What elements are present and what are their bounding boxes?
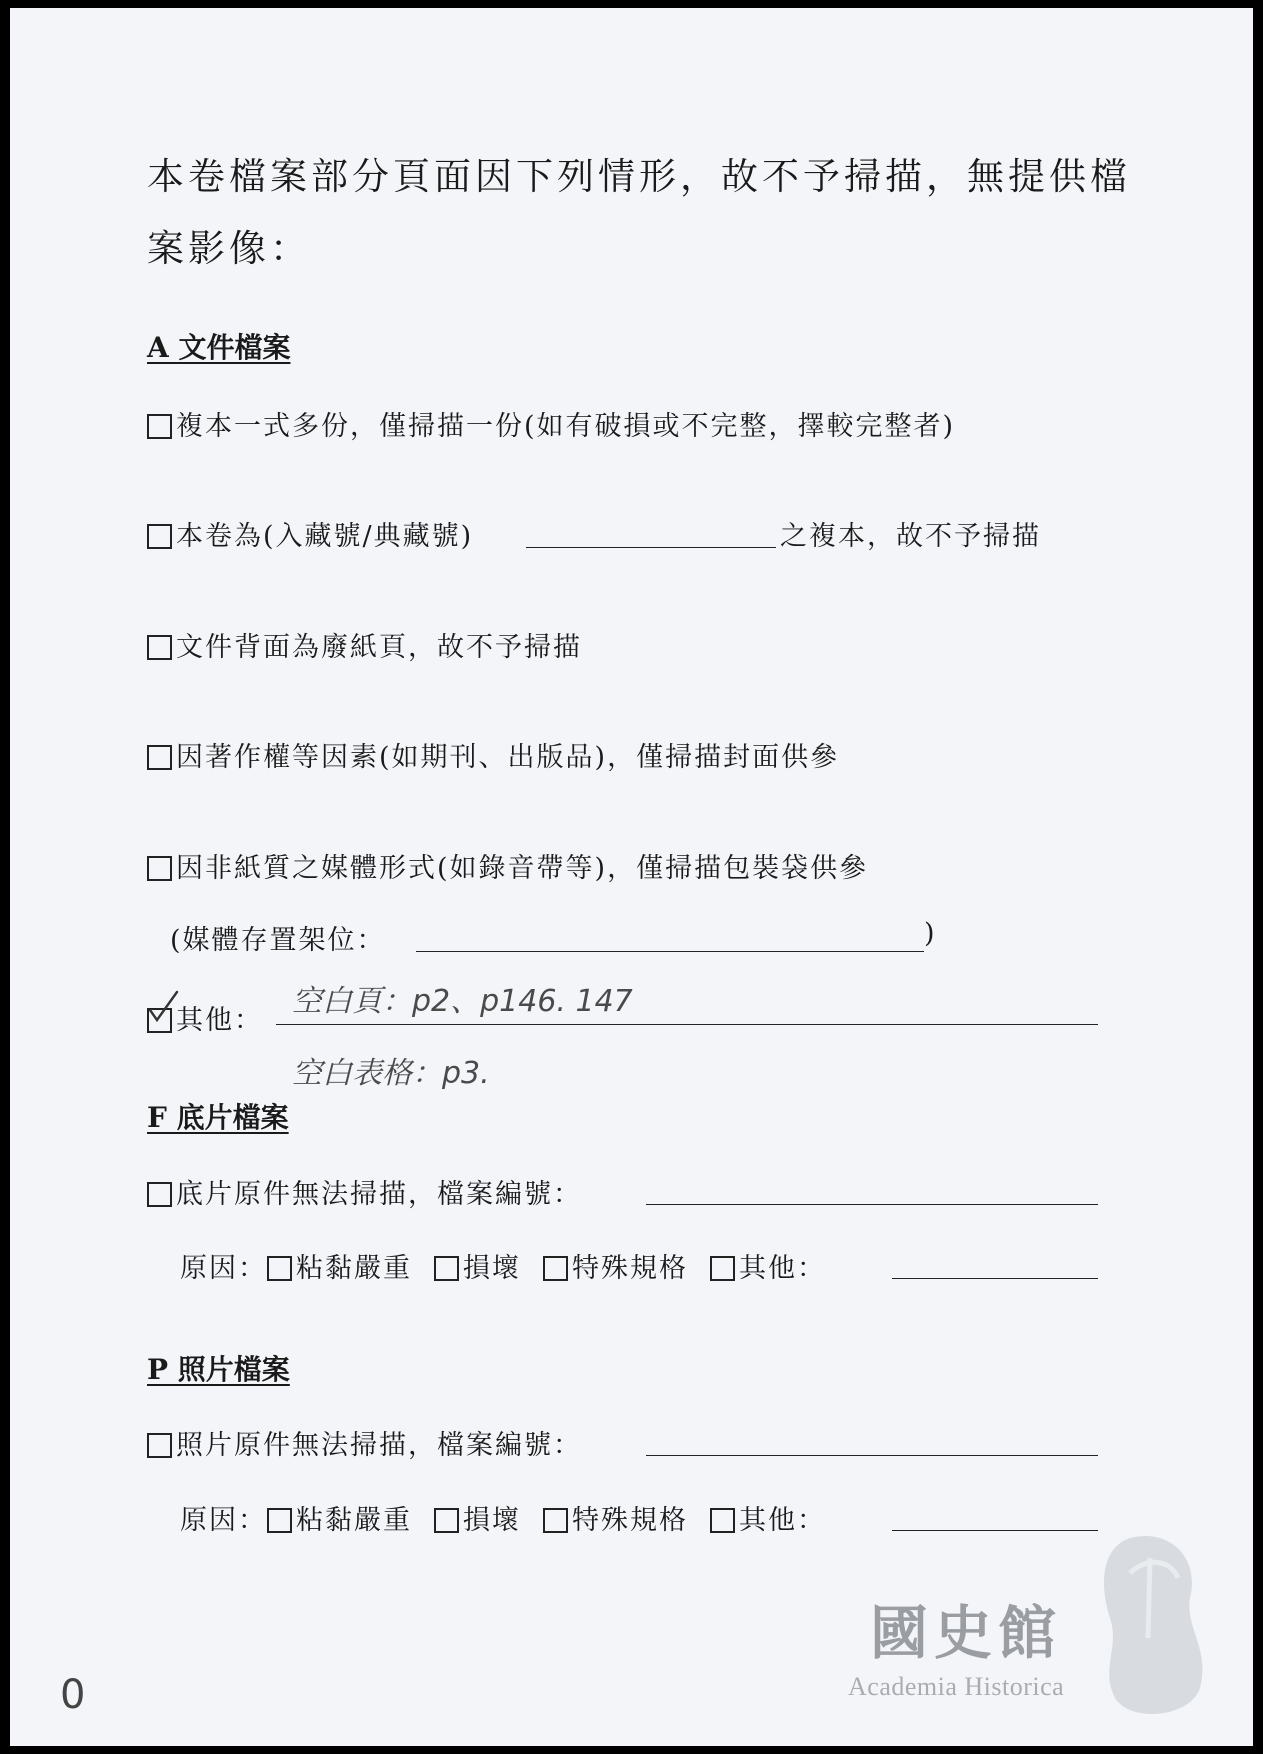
checkbox-other-checked[interactable] [147,1008,172,1033]
photo-file-number-line[interactable] [646,1455,1098,1456]
reason-other: 其他： [739,1253,826,1284]
section-a-title: A 文件檔案 [147,331,291,364]
media-shelf-label: (媒體存置架位： [170,925,386,956]
reason-damaged: 損壞 [463,1505,521,1536]
item-label: 因非紙質之媒體形式(如錄音帶等)，僅掃描包裝袋供參 [176,853,869,884]
intro-line-2: 案影像： [147,227,311,270]
page-number: 0 [60,1672,86,1718]
item-label: 因著作權等因素(如期刊、出版品)，僅掃描封面供參 [176,742,840,773]
reason-stuck: 粘黏嚴重 [296,1505,412,1536]
checkbox-waste-paper-back[interactable] [147,635,172,660]
item-label: 照片原件無法掃描，檔案編號： [176,1430,582,1461]
item-label: 文件背面為廢紙頁，故不予掃描 [176,632,582,663]
reason-other: 其他： [739,1505,826,1536]
checkbox-p-damaged[interactable] [434,1508,459,1533]
section-f-title: F 底片檔案 [147,1101,289,1134]
checkbox-non-paper-media[interactable] [147,856,172,881]
reason-special-format: 特殊規格 [572,1505,688,1536]
section-p-item [147,1423,582,1462]
checkbox-p-stuck[interactable] [267,1508,292,1533]
accession-number-line[interactable] [526,547,776,548]
checkbox-p-special-format[interactable] [543,1508,568,1533]
intro-line-1: 本卷檔案部分頁面因下列情形，故不予掃描，無提供檔 [147,155,1131,198]
section-f-reasons [180,1246,826,1285]
section-a-item-other [147,998,263,1037]
checkmark-icon [147,990,181,1026]
section-p-reasons [180,1498,826,1537]
handwritten-blank-forms: 空白表格：p3. [292,1056,490,1091]
checkbox-copyright[interactable] [147,745,172,770]
section-a-item-1 [147,404,955,443]
academia-historica-seal-icon [1090,1528,1230,1728]
negative-other-line[interactable] [892,1278,1098,1279]
section-a-item-3 [147,625,582,664]
reason-stuck: 粘黏嚴重 [296,1253,412,1284]
media-shelf-line[interactable] [416,951,924,952]
section-f-item [147,1172,582,1211]
checkbox-f-special-format[interactable] [543,1256,568,1281]
checkbox-copy-of-volume[interactable] [147,524,172,549]
checkbox-f-other[interactable] [710,1256,735,1281]
section-p-title: P 照片檔案 [147,1353,290,1386]
reason-label: 原因： [180,1505,267,1536]
media-shelf-close: ) [924,918,937,949]
section-a-item-4 [147,735,839,774]
checkbox-f-damaged[interactable] [434,1256,459,1281]
item-label: 其他： [176,1005,263,1036]
watermark-english: Academia Historica [848,1672,1065,1701]
checkbox-p-other[interactable] [710,1508,735,1533]
checkbox-duplicate-copies[interactable] [147,414,172,439]
copy-suffix: 之複本，故不予掃描 [780,521,1041,552]
reason-damaged: 損壞 [463,1253,521,1284]
photo-other-line[interactable] [892,1530,1098,1531]
checkbox-negative-unscannable[interactable] [147,1182,172,1207]
document-page [10,8,1253,1746]
item-label: 本卷為(入藏號/典藏號) [176,521,474,552]
negative-file-number-line[interactable] [646,1204,1098,1205]
checkbox-f-stuck[interactable] [267,1256,292,1281]
section-a-item-2 [147,514,473,553]
other-line[interactable] [276,1024,1098,1025]
handwritten-blank-pages: 空白頁：p2、p146. 147 [292,984,633,1019]
item-label: 底片原件無法掃描，檔案編號： [176,1179,582,1210]
checkbox-photo-unscannable[interactable] [147,1433,172,1458]
reason-label: 原因： [180,1253,267,1284]
reason-special-format: 特殊規格 [572,1253,688,1284]
section-a-item-5 [147,846,868,885]
watermark-chinese: 國史館 [870,1599,1063,1667]
item-label: 複本一式多份，僅掃描一份(如有破損或不完整，擇較完整者) [176,411,956,442]
